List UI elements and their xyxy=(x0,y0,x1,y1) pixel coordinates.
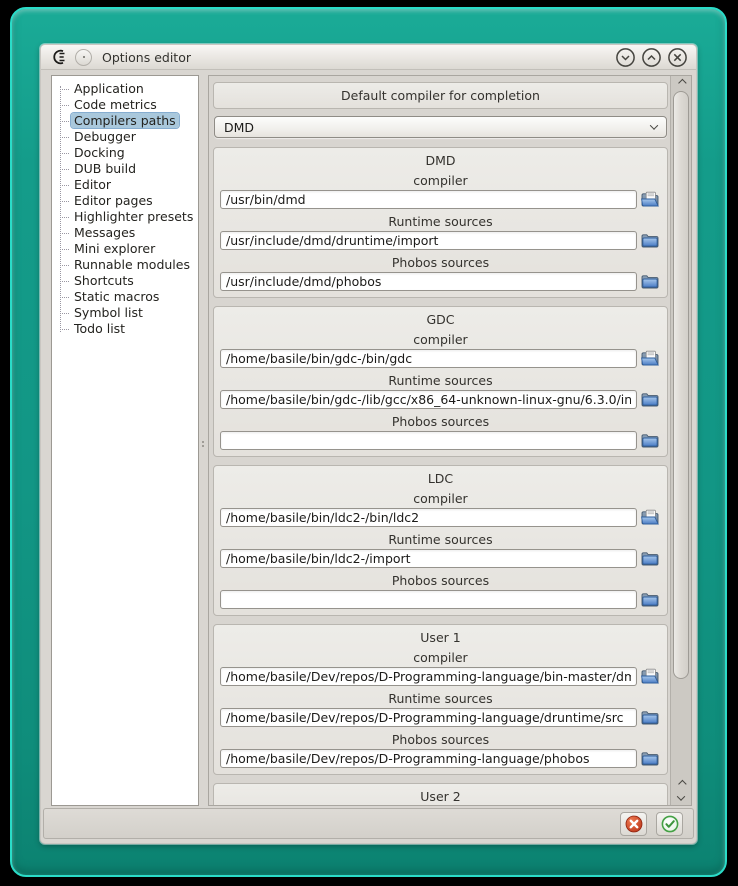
window-frame xyxy=(10,7,727,877)
field-label: Phobos sources xyxy=(391,573,490,588)
sidebar-item-label: Highlighter presets xyxy=(74,209,194,224)
open-file-icon xyxy=(640,350,660,367)
chevron-down-icon xyxy=(650,121,658,129)
path-field xyxy=(220,532,661,568)
folder-icon xyxy=(640,391,660,408)
path-field xyxy=(220,255,661,291)
sidebar-item-static-macros[interactable] xyxy=(54,289,196,305)
chevron-up-icon xyxy=(678,780,686,788)
sidebar-item-label: Compilers paths xyxy=(71,113,179,128)
open-file-icon xyxy=(640,191,660,208)
titlebar xyxy=(41,45,696,70)
sidebar-item-docking[interactable] xyxy=(54,145,196,161)
sidebar-item-label: Todo list xyxy=(74,321,126,336)
field-label: compiler xyxy=(413,332,468,347)
cancel-circle-icon xyxy=(625,815,643,833)
sidebar-item-label: Code metrics xyxy=(74,97,157,112)
browse-button[interactable] xyxy=(637,708,661,727)
sidebar-item-label: Symbol list xyxy=(74,305,143,320)
minimize-button[interactable] xyxy=(615,47,636,68)
footer-bar xyxy=(43,808,694,839)
browse-button[interactable] xyxy=(637,349,661,368)
combobox-value: DMD xyxy=(224,119,255,135)
group-title: GDC xyxy=(426,312,455,327)
group-title: User 1 xyxy=(420,630,461,645)
sidebar-item-label: DUB build xyxy=(74,161,137,176)
path-input[interactable] xyxy=(220,549,637,568)
group-title: Default compiler for completion xyxy=(341,88,540,103)
chevron-up-icon xyxy=(678,79,686,87)
scrollbar-thumb[interactable] xyxy=(673,91,689,679)
sidebar-item-shortcuts[interactable] xyxy=(54,273,196,289)
field-label: compiler xyxy=(413,491,468,506)
browse-button[interactable] xyxy=(637,190,661,209)
browse-button[interactable] xyxy=(637,431,661,450)
path-input[interactable] xyxy=(220,231,637,250)
path-input[interactable] xyxy=(220,272,637,291)
close-button[interactable] xyxy=(667,47,688,68)
sidebar-splitter[interactable] xyxy=(199,75,208,806)
path-input[interactable] xyxy=(220,508,637,527)
folder-icon xyxy=(640,550,660,567)
scroll-up-button-bottom[interactable] xyxy=(671,777,691,791)
field-label: compiler xyxy=(413,173,468,188)
compiler-group-dmd xyxy=(213,147,668,298)
sidebar-item-messages[interactable] xyxy=(54,225,196,241)
splitter-grip-icon xyxy=(202,441,204,443)
sidebar-item-symbol-list[interactable] xyxy=(54,305,196,321)
sidebar-item-highlighter-presets[interactable] xyxy=(54,209,196,225)
settings-scroll-content xyxy=(209,76,670,805)
sidebar-item-label: Docking xyxy=(74,145,125,160)
path-field xyxy=(220,691,661,727)
path-field xyxy=(220,732,661,768)
sidebar-item-editor-pages[interactable] xyxy=(54,193,196,209)
browse-button[interactable] xyxy=(637,549,661,568)
sidebar-item-label: Messages xyxy=(74,225,136,240)
default-compiler-group xyxy=(213,82,668,109)
group-title: User 2 xyxy=(420,789,461,804)
open-file-icon xyxy=(640,509,660,526)
window-title: Options editor xyxy=(102,49,191,65)
window-menu-button[interactable] xyxy=(75,49,92,66)
sidebar-item-label: Static macros xyxy=(74,289,160,304)
field-label: Runtime sources xyxy=(388,532,493,547)
sidebar-item-code-metrics[interactable] xyxy=(54,97,196,113)
compiler-group-gdc xyxy=(213,306,668,457)
group-fields xyxy=(220,332,661,450)
group-fields xyxy=(220,491,661,609)
scroll-down-button[interactable] xyxy=(671,791,691,805)
path-field xyxy=(220,650,661,686)
path-input[interactable] xyxy=(220,431,637,450)
browse-button[interactable] xyxy=(637,272,661,291)
sidebar-item-label: Editor xyxy=(74,177,111,192)
path-input[interactable] xyxy=(220,667,637,686)
group-fields xyxy=(220,650,661,768)
path-field xyxy=(220,573,661,609)
sidebar-list xyxy=(51,75,199,806)
field-label: Runtime sources xyxy=(388,373,493,388)
compiler-group-user-2 xyxy=(213,783,668,805)
path-input[interactable] xyxy=(220,390,637,409)
compiler-groups xyxy=(213,147,668,805)
field-label: Phobos sources xyxy=(391,732,490,747)
path-field xyxy=(220,173,661,209)
group-title: DMD xyxy=(425,153,456,168)
path-field xyxy=(220,214,661,250)
path-input[interactable] xyxy=(220,190,637,209)
field-label: Runtime sources xyxy=(388,691,493,706)
field-label: Runtime sources xyxy=(388,214,493,229)
accept-circle-icon xyxy=(661,815,679,833)
default-compiler-combobox[interactable] xyxy=(214,116,667,138)
open-file-icon xyxy=(640,668,660,685)
browse-button[interactable] xyxy=(637,231,661,250)
folder-icon xyxy=(640,432,660,449)
sidebar-item-label: Debugger xyxy=(74,129,136,144)
path-input[interactable] xyxy=(220,708,637,727)
sidebar-item-application[interactable] xyxy=(54,81,196,97)
folder-icon xyxy=(640,750,660,767)
sidebar-item-debugger[interactable] xyxy=(54,129,196,145)
sidebar-item-editor[interactable] xyxy=(54,177,196,193)
browse-button[interactable] xyxy=(637,590,661,609)
maximize-button[interactable] xyxy=(641,47,662,68)
content-area xyxy=(43,71,694,806)
browse-button[interactable] xyxy=(637,749,661,768)
compiler-group-user-1 xyxy=(213,624,668,775)
scroll-up-button[interactable] xyxy=(671,76,691,90)
sidebar-item-label: Editor pages xyxy=(74,193,153,208)
sidebar-item-compilers-paths[interactable] xyxy=(54,113,196,129)
path-input[interactable] xyxy=(220,590,637,609)
vertical-scrollbar[interactable] xyxy=(670,76,691,805)
folder-icon xyxy=(640,232,660,249)
folder-icon xyxy=(640,591,660,608)
field-label: Phobos sources xyxy=(391,414,490,429)
compiler-group-ldc xyxy=(213,465,668,616)
sidebar-item-label: Mini explorer xyxy=(74,241,156,256)
browse-button[interactable] xyxy=(637,508,661,527)
sidebar-item-runnable-modules[interactable] xyxy=(54,257,196,273)
app-icon xyxy=(51,48,69,66)
path-field xyxy=(220,373,661,409)
settings-panel xyxy=(208,75,692,806)
cancel-button[interactable] xyxy=(620,812,647,836)
group-title: LDC xyxy=(427,471,454,486)
group-fields xyxy=(220,173,661,291)
path-input[interactable] xyxy=(220,749,637,768)
folder-icon xyxy=(640,273,660,290)
path-field xyxy=(220,414,661,450)
field-label: compiler xyxy=(413,650,468,665)
accept-button[interactable] xyxy=(656,812,683,836)
sidebar-item-dub-build[interactable] xyxy=(54,161,196,177)
field-label: Phobos sources xyxy=(391,255,490,270)
sidebar-item-mini-explorer[interactable] xyxy=(54,241,196,257)
sidebar-item-label: Runnable modules xyxy=(74,257,190,272)
sidebar-item-label: Shortcuts xyxy=(74,273,134,288)
options-editor-window xyxy=(40,44,697,844)
chevron-down-icon xyxy=(677,792,685,800)
folder-icon xyxy=(640,709,660,726)
browse-button[interactable] xyxy=(637,667,661,686)
sidebar-item-todo-list[interactable] xyxy=(54,321,196,337)
path-field xyxy=(220,491,661,527)
path-field xyxy=(220,332,661,368)
browse-button[interactable] xyxy=(637,390,661,409)
path-input[interactable] xyxy=(220,349,637,368)
sidebar-item-label: Application xyxy=(74,81,144,96)
dot-icon xyxy=(83,56,85,58)
